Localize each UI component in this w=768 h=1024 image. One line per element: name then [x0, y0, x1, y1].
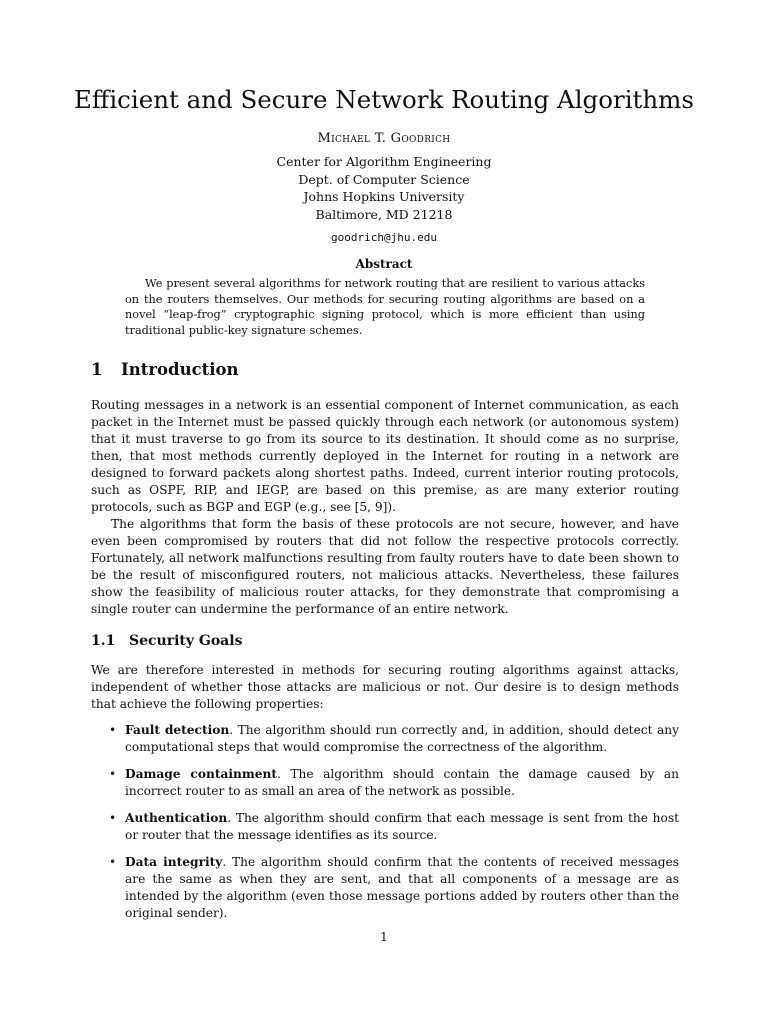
intro-paragraph: The algorithms that form the basis of these protocols are not secure, however, and have even been compromised by routers that did not follow the respective protocols correctly. Fortunately, all network malfunctions resulting from faulty routers have to date been shown to be the result of misconfigured routers, not malicious attacks. Nevertheless, these failures show the feasibility of malicious router attacks, for they demonstrate that compromising a single router can undermine the performance of an entire network. [91, 517, 679, 616]
subsection-heading [91, 633, 242, 650]
property-term: Damage containment [125, 767, 278, 781]
bullet-icon: • [109, 767, 117, 781]
property-term: Data integrity [125, 855, 223, 869]
list-item [91, 810, 679, 844]
goals-intro-paragraph: We are therefore interested in methods for securing routing algorithms against attacks, independent of whether those attacks are malicious or not. Our desire is to design methods that achieve the following properties: [91, 663, 679, 711]
intro-paragraph: Routing messages in a network is an essential component of Internet communication, as each packet in the Internet must be passed quickly through each network (or autonomous system) that it must traverse to go from its source to its destination. It should come as no surprise, then, that most methods currently deployed in the Internet for routing in a network are designed to forward packets along shortest paths. Indeed, current interior routing protocols, such as OSPF, RIP, and IEGP, are based on this premise, as are many exterior routing protocols, such as BGP and EGP (e.g., see [5, 9]). [91, 398, 679, 514]
abstract-heading: Abstract [355, 257, 413, 271]
bullet-icon: • [109, 855, 117, 869]
affiliation-block [0, 153, 768, 223]
list-item [91, 722, 679, 756]
author-name: Michael T. Goodrich [317, 131, 451, 146]
abstract-text: We present several algorithms for network routing that are resilient to various attacks on the routers themselves. Our methods for securing routing algorithms are based on a novel “leap-frog” cryptographic signing protocol, which is more efficient than using traditional public-key signature schemes. [125, 277, 645, 337]
page-number: 1 [380, 930, 388, 944]
property-term: Fault detection [125, 723, 230, 737]
property-term: Authentication [125, 811, 228, 825]
bullet-icon: • [109, 723, 117, 737]
section-number: 1 [91, 360, 103, 379]
property-text: . The algorithm should confirm that each message is sent from the host or router that the message identifies as its source. [125, 811, 679, 842]
author-email: goodrich@jhu.edu [331, 231, 437, 244]
property-text: . The algorithm should confirm that the contents of received messages are the same as when they are sent, and that all components of a message are as intended by the algorithm (even those message portions added by routers other than the original sender). [125, 855, 679, 920]
security-properties-list [91, 722, 679, 932]
affiliation-line: Dept. of Computer Science [298, 171, 470, 187]
affiliation-line: Baltimore, MD 21218 [315, 206, 453, 222]
bullet-icon: • [109, 811, 117, 825]
affiliation-line: Center for Algorithm Engineering [276, 154, 492, 169]
section-title: Introduction [121, 360, 239, 379]
subsection-number: 1.1 [91, 633, 116, 649]
subsection-title: Security Goals [129, 633, 243, 649]
section-heading [91, 361, 239, 378]
property-text: . The algorithm should run correctly and, in addition, should detect any computational steps that would compromise the correctness of the algorithm. [125, 723, 680, 754]
list-item [91, 854, 679, 922]
property-text: . The algorithm should contain the damage caused by an incorrect router to as small an area of the network as possible. [125, 767, 679, 798]
affiliation-line: Johns Hopkins University [303, 189, 465, 204]
list-item [91, 766, 679, 800]
paper-title: Efficient and Secure Network Routing Algorithms [74, 85, 694, 114]
